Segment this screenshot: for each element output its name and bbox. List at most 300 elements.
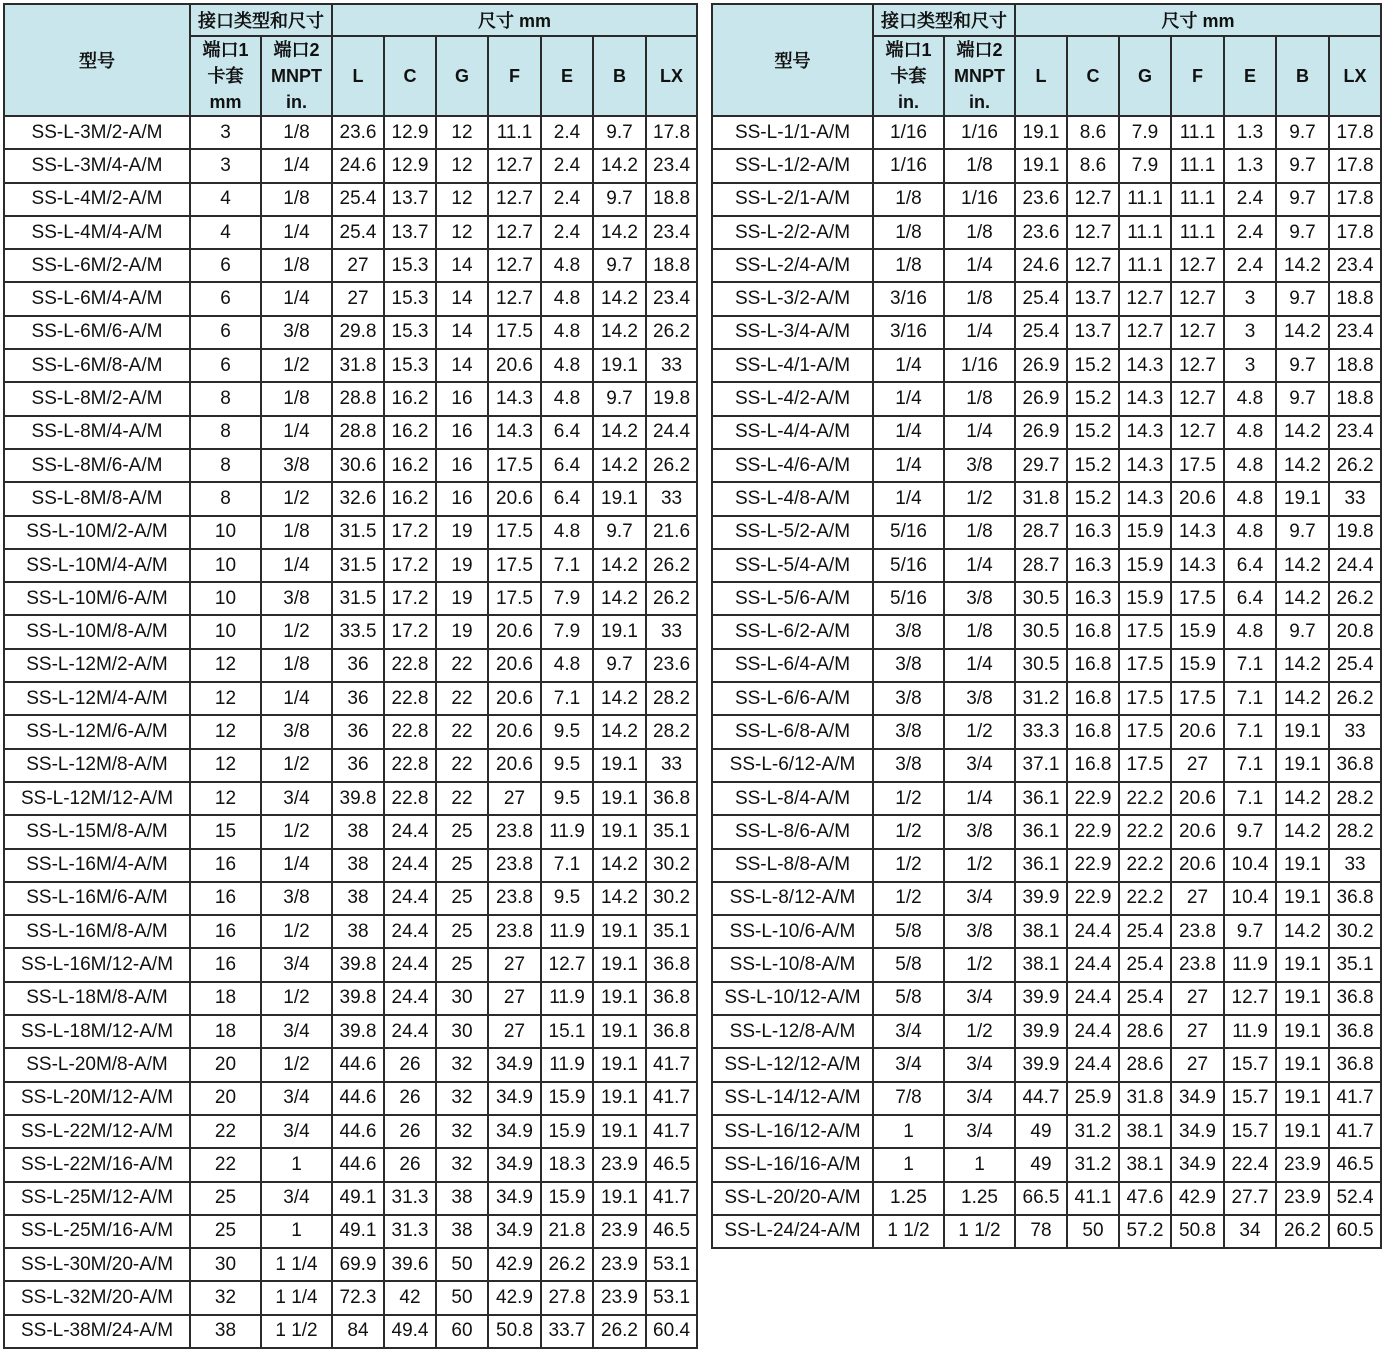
cell-c: 12.7 bbox=[1067, 249, 1119, 282]
table-row bbox=[4, 882, 697, 915]
cell-port1: 16 bbox=[190, 849, 261, 882]
table-row bbox=[4, 249, 697, 282]
cell-model: SS-L-8/6-A/M bbox=[712, 815, 873, 848]
cell-l: 44.6 bbox=[332, 1148, 384, 1181]
cell-e: 9.5 bbox=[541, 715, 593, 748]
cell-f: 11.1 bbox=[1171, 149, 1224, 182]
cell-port1: 38 bbox=[190, 1315, 261, 1348]
table-row bbox=[4, 549, 697, 582]
cell-port2: 3/4 bbox=[261, 1015, 332, 1048]
cell-port1: 15 bbox=[190, 815, 261, 848]
cell-b: 23.9 bbox=[593, 1148, 646, 1181]
cell-b: 19.1 bbox=[1276, 1015, 1329, 1048]
cell-f: 42.9 bbox=[488, 1281, 541, 1314]
cell-c: 17.2 bbox=[384, 582, 436, 615]
cell-f: 12.7 bbox=[488, 183, 541, 216]
cell-b: 14.2 bbox=[1276, 782, 1329, 815]
cell-b: 19.1 bbox=[1276, 1115, 1329, 1148]
cell-model: SS-L-3/2-A/M bbox=[712, 282, 873, 315]
cell-model: SS-L-4/2-A/M bbox=[712, 382, 873, 415]
cell-g: 15.9 bbox=[1119, 549, 1171, 582]
header-port2-line: 端口2 bbox=[273, 40, 320, 60]
cell-g: 25 bbox=[436, 882, 488, 915]
table-row bbox=[712, 849, 1381, 882]
cell-g: 17.5 bbox=[1119, 749, 1171, 782]
cell-lx: 24.4 bbox=[1329, 549, 1381, 582]
cell-f: 15.9 bbox=[1171, 615, 1224, 648]
table-row bbox=[712, 615, 1381, 648]
cell-f: 20.6 bbox=[1171, 849, 1224, 882]
cell-model: SS-L-10/6-A/M bbox=[712, 915, 873, 948]
cell-port2: 1/8 bbox=[944, 516, 1015, 549]
cell-port1: 1 bbox=[873, 1115, 944, 1148]
header-interface: 接口类型和尺寸 bbox=[190, 4, 332, 36]
cell-f: 17.5 bbox=[488, 549, 541, 582]
cell-g: 22.2 bbox=[1119, 782, 1171, 815]
cell-lx: 28.2 bbox=[646, 715, 697, 748]
cell-port2: 3/4 bbox=[944, 1048, 1015, 1081]
cell-port2: 1/2 bbox=[944, 715, 1015, 748]
cell-port1: 5/8 bbox=[873, 948, 944, 981]
cell-e: 7.1 bbox=[1224, 715, 1276, 748]
cell-model: SS-L-5/4-A/M bbox=[712, 549, 873, 582]
cell-lx: 23.4 bbox=[1329, 249, 1381, 282]
cell-e: 7.1 bbox=[1224, 749, 1276, 782]
cell-c: 15.3 bbox=[384, 249, 436, 282]
cell-port1: 1/8 bbox=[873, 216, 944, 249]
cell-e: 4.8 bbox=[1224, 482, 1276, 515]
cell-f: 34.9 bbox=[1171, 1115, 1224, 1148]
cell-b: 14.2 bbox=[1276, 915, 1329, 948]
table-row bbox=[712, 1082, 1381, 1115]
cell-e: 9.5 bbox=[541, 882, 593, 915]
header-dim-f: F bbox=[488, 36, 541, 116]
cell-model: SS-L-6/6-A/M bbox=[712, 682, 873, 715]
cell-lx: 41.7 bbox=[646, 1048, 697, 1081]
table-row bbox=[712, 116, 1381, 149]
cell-lx: 17.8 bbox=[1329, 183, 1381, 216]
cell-e: 6.4 bbox=[541, 416, 593, 449]
cell-l: 36.1 bbox=[1015, 849, 1067, 882]
cell-f: 27 bbox=[1171, 1048, 1224, 1081]
table-row bbox=[712, 915, 1381, 948]
cell-e: 4.8 bbox=[541, 382, 593, 415]
cell-l: 25.4 bbox=[1015, 282, 1067, 315]
cell-l: 39.9 bbox=[1015, 1048, 1067, 1081]
cell-port2: 3/8 bbox=[261, 316, 332, 349]
cell-model: SS-L-12M/4-A/M bbox=[4, 682, 190, 715]
cell-port1: 5/16 bbox=[873, 582, 944, 615]
table-row bbox=[712, 416, 1381, 449]
cell-lx: 28.2 bbox=[646, 682, 697, 715]
cell-model: SS-L-5/2-A/M bbox=[712, 516, 873, 549]
cell-lx: 17.8 bbox=[1329, 149, 1381, 182]
cell-b: 9.7 bbox=[593, 649, 646, 682]
cell-lx: 26.2 bbox=[646, 316, 697, 349]
cell-model: SS-L-6M/2-A/M bbox=[4, 249, 190, 282]
cell-f: 34.9 bbox=[488, 1215, 541, 1248]
cell-port2: 1/8 bbox=[944, 149, 1015, 182]
cell-b: 14.2 bbox=[593, 682, 646, 715]
cell-g: 25 bbox=[436, 849, 488, 882]
cell-f: 20.6 bbox=[1171, 715, 1224, 748]
cell-l: 24.6 bbox=[1015, 249, 1067, 282]
cell-port1: 1/4 bbox=[873, 349, 944, 382]
cell-e: 15.7 bbox=[1224, 1048, 1276, 1081]
cell-port1: 3/16 bbox=[873, 282, 944, 315]
table-row bbox=[712, 1115, 1381, 1148]
table-row bbox=[712, 982, 1381, 1015]
cell-g: 32 bbox=[436, 1148, 488, 1181]
table-row bbox=[4, 615, 697, 648]
cell-l: 28.8 bbox=[332, 382, 384, 415]
cell-l: 36 bbox=[332, 649, 384, 682]
cell-port1: 25 bbox=[190, 1182, 261, 1215]
table-row bbox=[4, 216, 697, 249]
cell-b: 19.1 bbox=[1276, 882, 1329, 915]
cell-port1: 16 bbox=[190, 915, 261, 948]
cell-g: 12.7 bbox=[1119, 316, 1171, 349]
cell-port1: 16 bbox=[190, 948, 261, 981]
cell-f: 12.7 bbox=[1171, 349, 1224, 382]
cell-port1: 12 bbox=[190, 749, 261, 782]
cell-e: 2.4 bbox=[1224, 216, 1276, 249]
table-row bbox=[4, 116, 697, 149]
cell-l: 25.4 bbox=[1015, 316, 1067, 349]
cell-l: 66.5 bbox=[1015, 1182, 1067, 1215]
cell-c: 26 bbox=[384, 1115, 436, 1148]
cell-b: 9.7 bbox=[1276, 516, 1329, 549]
cell-port1: 1/4 bbox=[873, 449, 944, 482]
cell-model: SS-L-6M/4-A/M bbox=[4, 282, 190, 315]
header-port1-line: 卡套 bbox=[890, 66, 927, 86]
cell-c: 13.7 bbox=[1067, 316, 1119, 349]
table-row bbox=[4, 482, 697, 515]
cell-port2: 1/8 bbox=[261, 382, 332, 415]
cell-port2: 1/2 bbox=[261, 982, 332, 1015]
cell-g: 16 bbox=[436, 382, 488, 415]
cell-port2: 3/8 bbox=[944, 815, 1015, 848]
cell-lx: 17.8 bbox=[646, 116, 697, 149]
cell-lx: 33 bbox=[1329, 482, 1381, 515]
cell-l: 30.5 bbox=[1015, 582, 1067, 615]
cell-f: 11.1 bbox=[1171, 216, 1224, 249]
cell-g: 17.5 bbox=[1119, 649, 1171, 682]
cell-b: 23.9 bbox=[593, 1248, 646, 1281]
cell-l: 30.5 bbox=[1015, 615, 1067, 648]
cell-f: 23.8 bbox=[1171, 948, 1224, 981]
cell-lx: 33 bbox=[1329, 849, 1381, 882]
cell-port2: 1 bbox=[944, 1148, 1015, 1181]
cell-lx: 46.5 bbox=[646, 1148, 697, 1181]
cell-f: 14.3 bbox=[488, 416, 541, 449]
table-row bbox=[4, 1215, 697, 1248]
cell-lx: 46.5 bbox=[1329, 1148, 1381, 1181]
cell-c: 22.8 bbox=[384, 782, 436, 815]
cell-b: 9.7 bbox=[1276, 282, 1329, 315]
cell-b: 14.2 bbox=[593, 549, 646, 582]
cell-port1: 12 bbox=[190, 682, 261, 715]
cell-model: SS-L-10M/2-A/M bbox=[4, 516, 190, 549]
cell-lx: 18.8 bbox=[1329, 382, 1381, 415]
table-row bbox=[712, 249, 1381, 282]
cell-f: 17.5 bbox=[1171, 682, 1224, 715]
header-model: 型号 bbox=[712, 4, 873, 116]
left-table-body bbox=[4, 116, 697, 1348]
table-row bbox=[4, 782, 697, 815]
table-row bbox=[4, 948, 697, 981]
cell-c: 24.4 bbox=[1067, 948, 1119, 981]
cell-c: 41.1 bbox=[1067, 1182, 1119, 1215]
cell-c: 15.3 bbox=[384, 282, 436, 315]
cell-c: 24.4 bbox=[1067, 982, 1119, 1015]
cell-c: 24.4 bbox=[384, 849, 436, 882]
cell-port1: 6 bbox=[190, 316, 261, 349]
cell-b: 9.7 bbox=[1276, 382, 1329, 415]
cell-model: SS-L-18M/12-A/M bbox=[4, 1015, 190, 1048]
cell-l: 19.1 bbox=[1015, 116, 1067, 149]
cell-lx: 26.2 bbox=[646, 449, 697, 482]
cell-lx: 26.2 bbox=[1329, 582, 1381, 615]
cell-l: 33.5 bbox=[332, 615, 384, 648]
cell-l: 19.1 bbox=[1015, 149, 1067, 182]
header-dim-e: E bbox=[541, 36, 593, 116]
cell-c: 25.9 bbox=[1067, 1082, 1119, 1115]
cell-port1: 8 bbox=[190, 482, 261, 515]
cell-f: 27 bbox=[1171, 882, 1224, 915]
cell-e: 11.9 bbox=[541, 982, 593, 1015]
cell-model: SS-L-38M/24-A/M bbox=[4, 1315, 190, 1348]
cell-model: SS-L-4/8-A/M bbox=[712, 482, 873, 515]
table-row bbox=[4, 582, 697, 615]
cell-e: 4.8 bbox=[541, 282, 593, 315]
cell-port1: 5/16 bbox=[873, 549, 944, 582]
cell-port2: 1/2 bbox=[944, 482, 1015, 515]
cell-port2: 3/8 bbox=[261, 449, 332, 482]
cell-l: 36 bbox=[332, 715, 384, 748]
header-dim-f: F bbox=[1171, 36, 1224, 116]
cell-model: SS-L-12M/6-A/M bbox=[4, 715, 190, 748]
cell-model: SS-L-10M/4-A/M bbox=[4, 549, 190, 582]
cell-e: 7.9 bbox=[541, 615, 593, 648]
cell-e: 12.7 bbox=[1224, 982, 1276, 1015]
cell-l: 44.6 bbox=[332, 1082, 384, 1115]
cell-b: 14.2 bbox=[593, 449, 646, 482]
cell-model: SS-L-8M/2-A/M bbox=[4, 382, 190, 415]
cell-g: 14.3 bbox=[1119, 349, 1171, 382]
cell-port1: 1.25 bbox=[873, 1182, 944, 1215]
cell-g: 32 bbox=[436, 1048, 488, 1081]
cell-port2: 1/4 bbox=[944, 549, 1015, 582]
cell-c: 24.4 bbox=[1067, 1015, 1119, 1048]
cell-model: SS-L-4M/2-A/M bbox=[4, 183, 190, 216]
cell-e: 4.8 bbox=[1224, 516, 1276, 549]
cell-c: 24.4 bbox=[384, 915, 436, 948]
cell-g: 22.2 bbox=[1119, 849, 1171, 882]
table-row bbox=[712, 516, 1381, 549]
cell-port1: 1/8 bbox=[873, 249, 944, 282]
table-right bbox=[711, 3, 1382, 1249]
cell-port2: 1/2 bbox=[261, 815, 332, 848]
cell-g: 38.1 bbox=[1119, 1115, 1171, 1148]
cell-g: 32 bbox=[436, 1115, 488, 1148]
cell-f: 23.8 bbox=[488, 882, 541, 915]
cell-lx: 23.4 bbox=[646, 149, 697, 182]
cell-model: SS-L-22M/12-A/M bbox=[4, 1115, 190, 1148]
cell-c: 8.6 bbox=[1067, 149, 1119, 182]
table-row bbox=[4, 349, 697, 382]
cell-g: 12 bbox=[436, 149, 488, 182]
cell-port2: 1 1/2 bbox=[944, 1215, 1015, 1248]
cell-b: 19.1 bbox=[593, 948, 646, 981]
cell-lx: 41.7 bbox=[646, 1115, 697, 1148]
cell-c: 12.9 bbox=[384, 116, 436, 149]
header-port2 bbox=[944, 36, 1015, 116]
header-port1-line: 端口1 bbox=[202, 40, 249, 60]
cell-e: 11.9 bbox=[1224, 948, 1276, 981]
cell-f: 12.7 bbox=[1171, 316, 1224, 349]
cell-port1: 18 bbox=[190, 982, 261, 1015]
table-row bbox=[4, 1182, 697, 1215]
cell-lx: 41.7 bbox=[1329, 1115, 1381, 1148]
cell-c: 13.7 bbox=[384, 216, 436, 249]
cell-l: 39.8 bbox=[332, 782, 384, 815]
cell-model: SS-L-25M/12-A/M bbox=[4, 1182, 190, 1215]
cell-port2: 1/8 bbox=[261, 249, 332, 282]
cell-model: SS-L-10M/8-A/M bbox=[4, 615, 190, 648]
cell-model: SS-L-1/1-A/M bbox=[712, 116, 873, 149]
cell-port1: 10 bbox=[190, 615, 261, 648]
cell-port1: 12 bbox=[190, 715, 261, 748]
cell-lx: 25.4 bbox=[1329, 649, 1381, 682]
cell-l: 25.4 bbox=[332, 183, 384, 216]
cell-e: 4.8 bbox=[1224, 416, 1276, 449]
cell-b: 9.7 bbox=[593, 183, 646, 216]
cell-c: 15.2 bbox=[1067, 349, 1119, 382]
cell-b: 14.2 bbox=[593, 216, 646, 249]
cell-f: 27 bbox=[488, 782, 541, 815]
table-row bbox=[4, 682, 697, 715]
cell-b: 19.1 bbox=[593, 615, 646, 648]
cell-port1: 20 bbox=[190, 1082, 261, 1115]
cell-port2: 1/2 bbox=[261, 749, 332, 782]
cell-model: SS-L-30M/20-A/M bbox=[4, 1248, 190, 1281]
cell-lx: 36.8 bbox=[1329, 1015, 1381, 1048]
table-row bbox=[4, 1082, 697, 1115]
cell-l: 38.1 bbox=[1015, 948, 1067, 981]
cell-l: 30.5 bbox=[1015, 649, 1067, 682]
cell-l: 31.5 bbox=[332, 582, 384, 615]
cell-e: 34 bbox=[1224, 1215, 1276, 1248]
cell-f: 17.5 bbox=[1171, 449, 1224, 482]
cell-f: 34.9 bbox=[488, 1115, 541, 1148]
cell-port2: 1/16 bbox=[944, 183, 1015, 216]
cell-g: 22 bbox=[436, 715, 488, 748]
cell-model: SS-L-3/4-A/M bbox=[712, 316, 873, 349]
cell-c: 31.2 bbox=[1067, 1148, 1119, 1181]
cell-f: 23.8 bbox=[488, 815, 541, 848]
cell-b: 23.9 bbox=[593, 1281, 646, 1314]
cell-g: 47.6 bbox=[1119, 1182, 1171, 1215]
cell-port1: 10 bbox=[190, 516, 261, 549]
table-row bbox=[712, 549, 1381, 582]
cell-l: 28.7 bbox=[1015, 549, 1067, 582]
table-row bbox=[712, 316, 1381, 349]
cell-port1: 3/8 bbox=[873, 615, 944, 648]
cell-b: 19.1 bbox=[1276, 1048, 1329, 1081]
cell-model: SS-L-4M/4-A/M bbox=[4, 216, 190, 249]
header-port2 bbox=[261, 36, 332, 116]
header-dim-g: G bbox=[1119, 36, 1171, 116]
cell-lx: 36.8 bbox=[646, 782, 697, 815]
cell-lx: 53.1 bbox=[646, 1281, 697, 1314]
cell-port1: 3/4 bbox=[873, 1048, 944, 1081]
cell-model: SS-L-12/12-A/M bbox=[712, 1048, 873, 1081]
cell-lx: 26.2 bbox=[1329, 682, 1381, 715]
cell-f: 20.6 bbox=[488, 649, 541, 682]
cell-g: 17.5 bbox=[1119, 715, 1171, 748]
cell-port2: 1/4 bbox=[944, 416, 1015, 449]
cell-f: 23.8 bbox=[488, 849, 541, 882]
header-dim-lx: LX bbox=[1329, 36, 1381, 116]
cell-c: 16.8 bbox=[1067, 649, 1119, 682]
cell-port2: 1/4 bbox=[944, 316, 1015, 349]
cell-lx: 36.8 bbox=[1329, 882, 1381, 915]
cell-lx: 35.1 bbox=[646, 915, 697, 948]
cell-model: SS-L-4/1-A/M bbox=[712, 349, 873, 382]
cell-e: 2.4 bbox=[541, 149, 593, 182]
cell-model: SS-L-1/2-A/M bbox=[712, 149, 873, 182]
cell-model: SS-L-16M/4-A/M bbox=[4, 849, 190, 882]
cell-port2: 1/4 bbox=[261, 682, 332, 715]
cell-e: 2.4 bbox=[1224, 249, 1276, 282]
header-dim-c: C bbox=[384, 36, 436, 116]
cell-l: 33.3 bbox=[1015, 715, 1067, 748]
cell-lx: 41.7 bbox=[646, 1082, 697, 1115]
cell-l: 28.8 bbox=[332, 416, 384, 449]
cell-f: 34.9 bbox=[488, 1048, 541, 1081]
cell-c: 24.4 bbox=[384, 1015, 436, 1048]
cell-g: 11.1 bbox=[1119, 216, 1171, 249]
table-left bbox=[3, 3, 698, 1349]
cell-model: SS-L-4/6-A/M bbox=[712, 449, 873, 482]
cell-e: 10.4 bbox=[1224, 849, 1276, 882]
header-port1 bbox=[190, 36, 261, 116]
cell-c: 17.2 bbox=[384, 615, 436, 648]
cell-port2: 1/2 bbox=[261, 349, 332, 382]
cell-g: 50 bbox=[436, 1281, 488, 1314]
cell-b: 14.2 bbox=[1276, 449, 1329, 482]
cell-lx: 36.8 bbox=[646, 1015, 697, 1048]
cell-lx: 23.4 bbox=[1329, 416, 1381, 449]
cell-g: 22 bbox=[436, 682, 488, 715]
cell-e: 4.8 bbox=[541, 349, 593, 382]
table-row bbox=[4, 282, 697, 315]
header-dim-l: L bbox=[332, 36, 384, 116]
cell-lx: 17.8 bbox=[1329, 116, 1381, 149]
cell-b: 19.1 bbox=[593, 749, 646, 782]
cell-lx: 35.1 bbox=[646, 815, 697, 848]
table-row bbox=[712, 449, 1381, 482]
cell-b: 14.2 bbox=[1276, 316, 1329, 349]
cell-e: 15.7 bbox=[1224, 1082, 1276, 1115]
cell-model: SS-L-8M/8-A/M bbox=[4, 482, 190, 515]
cell-port2: 1/16 bbox=[944, 349, 1015, 382]
cell-port2: 1/2 bbox=[944, 1015, 1015, 1048]
table-row bbox=[4, 516, 697, 549]
table-row bbox=[4, 749, 697, 782]
cell-l: 39.8 bbox=[332, 982, 384, 1015]
